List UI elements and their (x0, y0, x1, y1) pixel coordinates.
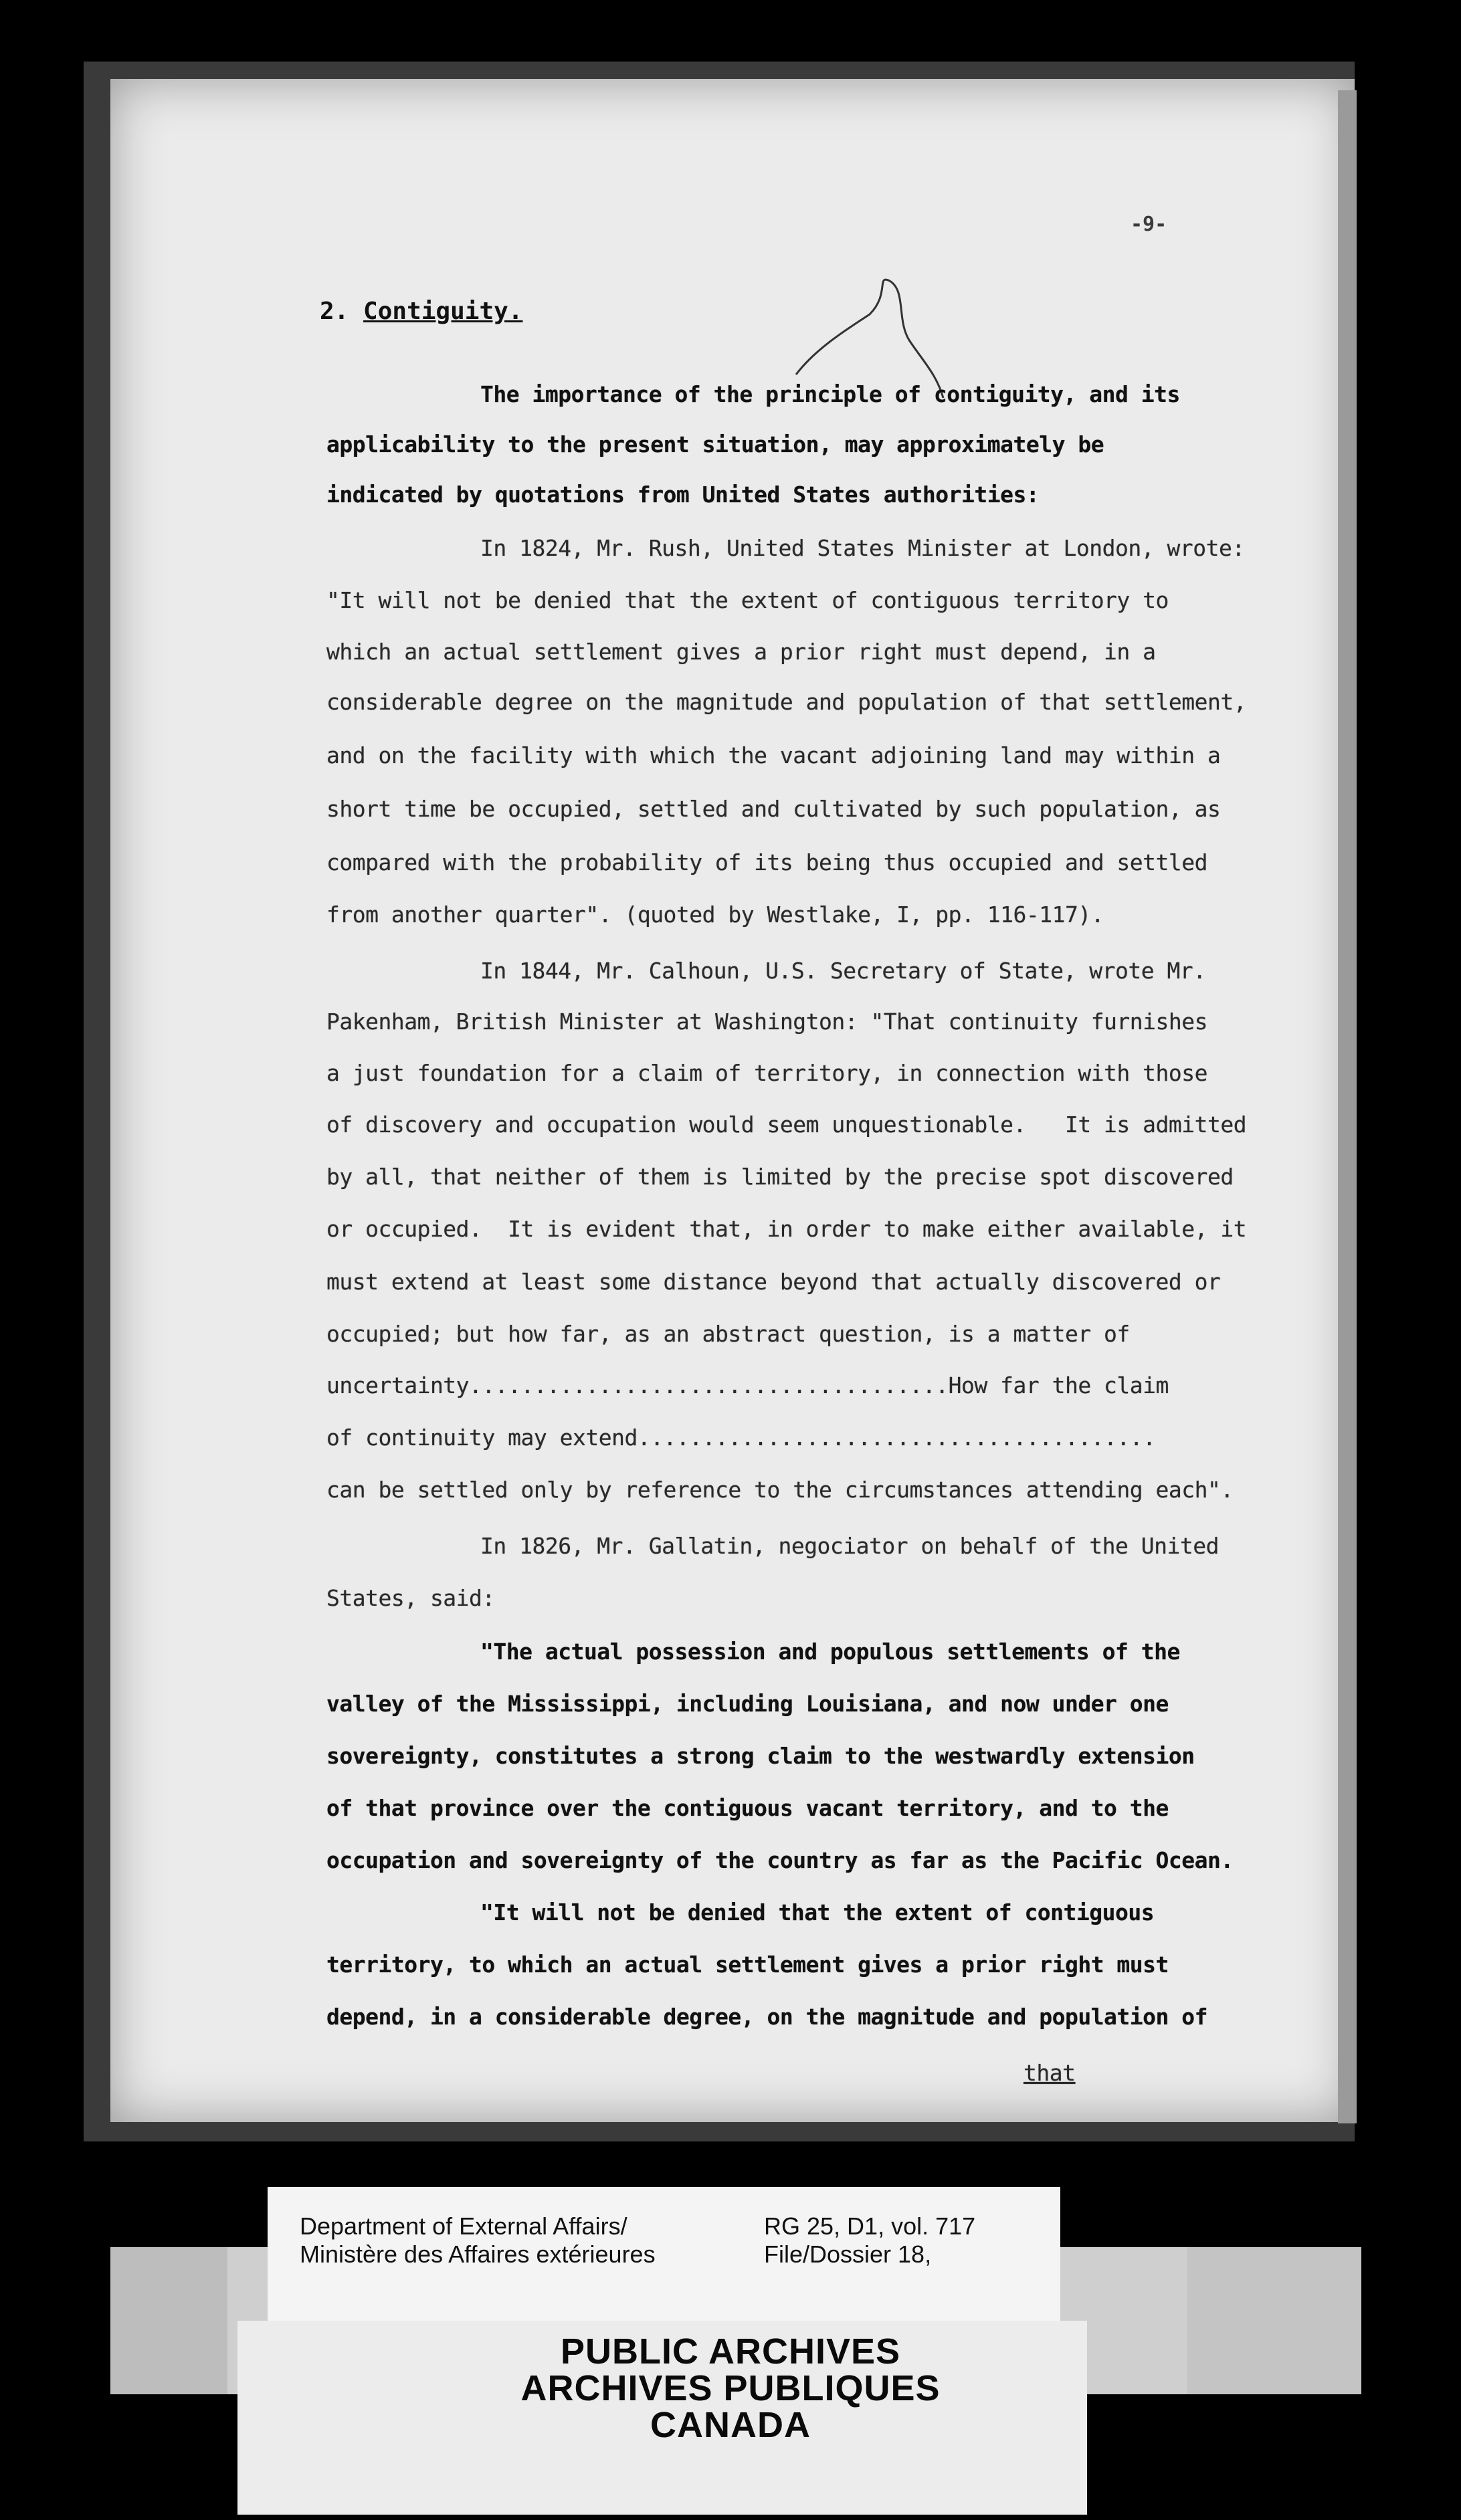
text-line: can be settled only by reference to the circumstances attending each". (326, 1477, 1234, 1503)
text-line: by all, that neither of them is limited by the precise spot discovered (326, 1164, 1234, 1190)
label-dept-en: Department of External Affairs/ (300, 2212, 627, 2240)
text-line: In 1824, Mr. Rush, United States Minister at London, wrote: (480, 535, 1245, 561)
text-line: Pakenham, British Minister at Washington: "That continuity furnishes (326, 1009, 1208, 1035)
text-line: sovereignty, constitutes a strong claim to the westwardly extension (326, 1743, 1195, 1769)
stamp-line-3: CANADA (650, 2405, 811, 2445)
text-line: uncertainty.....................................How far the claim (326, 1372, 1169, 1398)
text-line: States, said: (326, 1585, 495, 1611)
text-line: of discovery and occupation would seem unquestionable. It is admitted (326, 1112, 1247, 1138)
text-line: of continuity may extend........................................ (326, 1425, 1156, 1451)
text-line: In 1826, Mr. Gallatin, negociator on behalf of the United (480, 1533, 1219, 1559)
text-line: The importance of the principle of contiguity, and its (480, 381, 1180, 407)
text-line: which an actual settlement gives a prior right must depend, in a (326, 639, 1156, 665)
section-heading (320, 298, 522, 325)
text-line: a just foundation for a claim of territory, in connection with those (326, 1060, 1208, 1086)
label-reference (764, 2212, 975, 2269)
text-line: "The actual possession and populous settlements of the (480, 1639, 1180, 1665)
text-line: of that province over the contiguous vacant territory, and to the (326, 1795, 1169, 1821)
text-line: "It will not be denied that the extent of contiguous (480, 1899, 1155, 1925)
text-line: territory, to which an actual settlement gives a prior right must (326, 1952, 1169, 1978)
text-line: that (1024, 2060, 1076, 2086)
label-ref: RG 25, D1, vol. 717 (764, 2212, 976, 2240)
stamp-line-2: ARCHIVES PUBLIQUES (520, 2368, 941, 2408)
text-line: must extend at least some distance beyond that actually discovered or (326, 1269, 1221, 1295)
text-line: occupation and sovereignty of the country as far as the Pacific Ocean. (326, 1847, 1234, 1873)
text-line: "It will not be denied that the extent of contiguous territory to (326, 587, 1169, 613)
page-number: -9- (1131, 213, 1167, 236)
label-file: File/Dossier 18, (764, 2240, 932, 2268)
text-line: applicability to the present situation, may approximately be (326, 431, 1104, 457)
text-line: depend, in a considerable degree, on the magnitude and population of (326, 2004, 1208, 2030)
text-line: In 1844, Mr. Calhoun, U.S. Secretary of State, wrote Mr. (480, 958, 1206, 984)
text-line: or occupied. It is evident that, in order to make either available, it (326, 1216, 1247, 1242)
text-line: valley of the Mississippi, including Louisiana, and now under one (326, 1691, 1169, 1717)
section-number: 2. (320, 298, 349, 325)
text-line: considerable degree on the magnitude and population of that settlement, (326, 689, 1247, 715)
stamp-line-1: PUBLIC ARCHIVES (560, 2331, 901, 2372)
section-title: Contiguity. (363, 298, 523, 325)
text-line: indicated by quotations from United States authorities: (326, 482, 1040, 508)
page-edge (1338, 90, 1357, 2123)
label-dept-fr: Ministère des Affaires extérieures (300, 2240, 656, 2268)
text-line: and on the facility with which the vacant adjoining land may within a (326, 742, 1221, 768)
text-line: from another quarter". (quoted by Westlake, I, pp. 116-117). (326, 902, 1104, 928)
text-line: short time be occupied, settled and cultivated by such population, as (326, 796, 1221, 822)
label-department (300, 2212, 656, 2269)
text-line: occupied; but how far, as an abstract question, is a matter of (326, 1321, 1130, 1347)
text-line: compared with the probability of its being thus occupied and settled (326, 849, 1208, 875)
